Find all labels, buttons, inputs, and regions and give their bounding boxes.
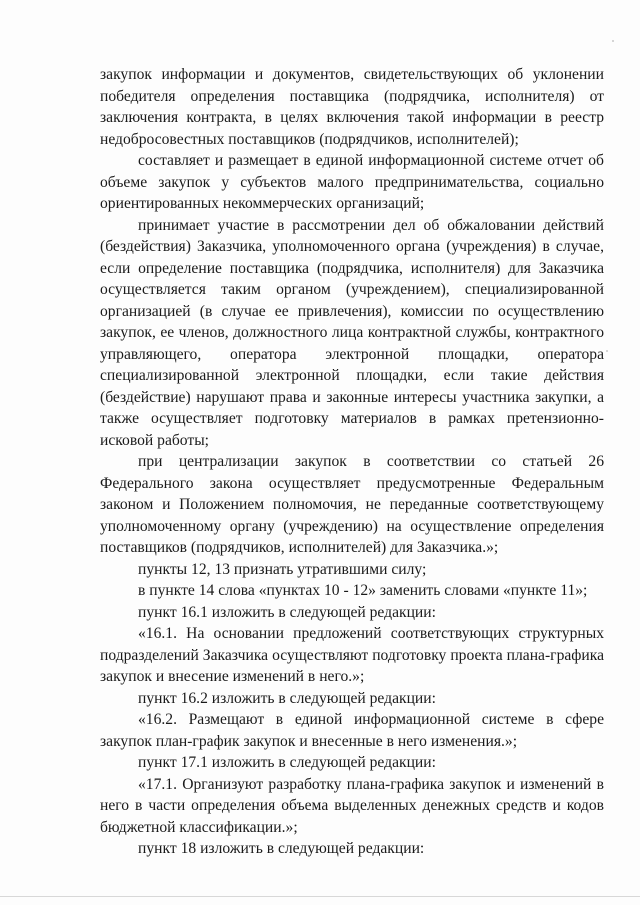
paragraph: составляет и размещает в единой информационной системе отчет об объеме закупок у субъектов малого предпринимательства, социально ориентированных некоммерческих организаций; [100,152,604,212]
paragraph: пункты 12, 13 признать утратившими силу; [138,560,427,578]
paragraph: «17.1. Организуют разработку плана-графика закупок и изменений в него в части определения объема выделенных денежных средств и кодов бюджетной классификации.»; [100,775,604,836]
paragraph: в пункте 14 слова «пунктах 10 - 12» заменить словами «пункте 11»; [138,582,588,599]
paragraph: принимает участие в рассмотрении дел об обжаловании действий (бездействия) Заказчика, уполномоченного органа (учреждения) в случае, если определение поставщика (подрядчика, исполнителя) для Заказчика осуществляется таким органом (учреждением), специализированной организацией (в случае ее привлечения), комиссии по осуществлению закупок, ее членов, должностного лица контрактной службы, контрактного управляющего, оператора электронной площадки, оператора специализированной электронной площадки, если такие действия (бездействие) нарушают права и законные интересы участника закупки, а также осуществляет подготовку материалов в рамках претензионно-исковой работы; [100,216,604,449]
paragraph: закупок информации и документов, свидетельствующих об уклонении победителя определения поставщика (подрядчика, исполнителя) от заключения контракта, в целях включения такой информации в реестр недобросовестных поставщиков (подрядчиков, исполнителей); [100,66,604,148]
paragraph: «16.1. На основании предложений соответствующих структурных подразделений Заказчика осуществляют подготовку проекта плана-графика закупок и внесение изменений в него.»; [100,625,604,685]
paragraph: пункт 16.2 изложить в следующей редакции: [138,689,436,707]
paragraph: пункт 17.1 изложить в следующей редакции: [138,754,436,771]
paragraph: «16.2. Размещают в единой информационной системе в сфере закупок план-график закупок и внесенные в него изменения.»; [100,711,604,750]
page-edge-line [0,896,640,897]
paragraph: пункт 16.1 изложить в следующей редакции: [138,603,436,621]
document-body [100,64,604,860]
paragraph: при централизации закупок в соответствии со статьей 26 Федерального закона осуществляет предусмотренные Федеральным законом и Положением полномочия, не переданные соответствующему уполномоченному органу (учреждению) на осуществление определения поставщиков (подрядчиков, исполнителей) для Заказчика.»; [100,453,604,556]
scan-speck [612,40,614,42]
paragraph: пункт 18 изложить в следующей редакции: [138,840,425,857]
scan-speck [606,350,608,352]
